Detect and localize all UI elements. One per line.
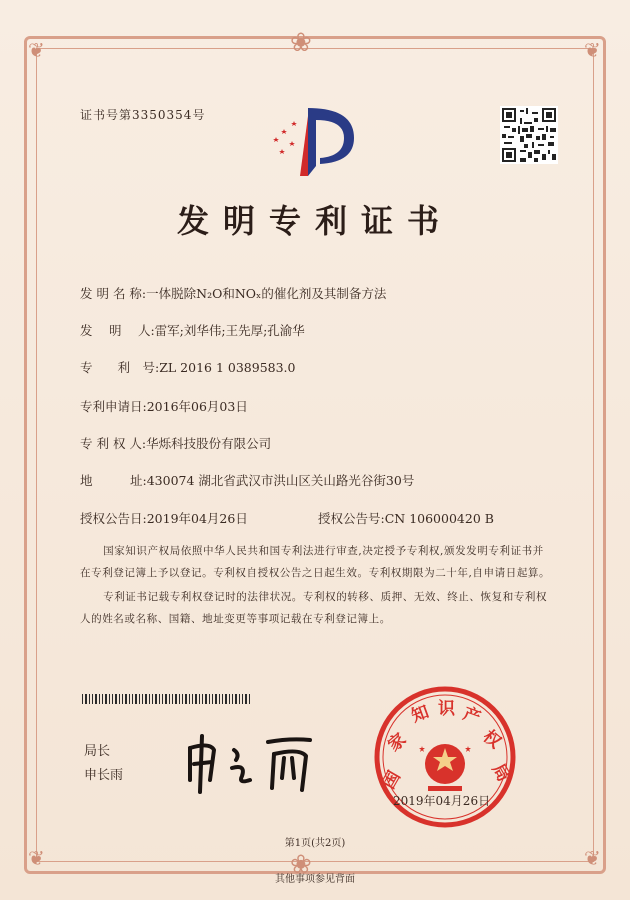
- svg-text:局: 局: [488, 760, 514, 785]
- seal-date: 2019年04月26日: [393, 794, 491, 808]
- field-patent-number: [80, 358, 296, 376]
- certificate-number: 证书号第3350354号: [80, 108, 206, 122]
- field-label: 专 利 号:: [80, 360, 160, 375]
- field-value: 一体脱除N₂O和NOₓ的催化剂及其制备方法: [146, 286, 387, 301]
- field-label: 专 利 权 人:: [80, 436, 147, 451]
- field-grant-date: [80, 509, 248, 527]
- bottom-ornament-icon: ❀: [290, 850, 312, 880]
- svg-text:权: 权: [479, 726, 505, 752]
- corner-ornament-icon: ❦: [584, 38, 601, 62]
- field-patentee: [80, 434, 271, 452]
- field-value: CN 106000420 B: [384, 511, 494, 526]
- field-label: 授权公告日:: [80, 511, 147, 526]
- corner-ornament-icon: ❦: [28, 846, 45, 870]
- field-value: 华烁科技股份有限公司: [146, 436, 272, 451]
- svg-text:识: 识: [438, 699, 455, 718]
- top-ornament-icon: ❀: [290, 28, 312, 58]
- cnipa-logo-icon: [270, 96, 360, 186]
- handwritten-signature-icon: [180, 728, 330, 798]
- corner-ornament-icon: ❦: [28, 38, 45, 62]
- corner-ornament-icon: ❦: [584, 846, 601, 870]
- signatory-name: 申长雨: [84, 768, 124, 783]
- field-label: 发 明 名 称:: [80, 286, 147, 301]
- field-label: 发 明 人:: [80, 323, 155, 338]
- field-address: [80, 471, 414, 489]
- field-value: 430074 湖北省武汉市洪山区关山路光谷街30号: [146, 473, 415, 488]
- field-value: 2016年06月03日: [146, 399, 248, 414]
- paragraph-legal-status: 专利证书记载专利权登记时的法律状况。专利权的转移、质押、无效、终止、恢复和专利权人的姓名或名称、国籍、地址变更等事项记载在专利登记簿上。: [80, 591, 548, 625]
- field-label: 地 址:: [80, 473, 147, 488]
- field-value: 2019年04月26日: [146, 511, 248, 526]
- svg-text:国: 国: [379, 767, 404, 792]
- field-value: 雷军;刘华伟;王先厚;孔渝华: [154, 323, 305, 338]
- svg-text:知: 知: [408, 702, 432, 726]
- paragraph-grant: 国家知识产权局依照中华人民共和国专利法进行审查,决定授予专利权,颁发发明专利证书并在专利登记簿上予以登记。专利权自授权公告之日起生效。专利权期限为二十年,自申请日起算。: [80, 545, 551, 579]
- qr-code-icon: [500, 106, 558, 164]
- field-inventors: [80, 321, 305, 339]
- field-invention-name: [80, 284, 386, 302]
- field-value: ZL 2016 1 0389583.0: [159, 360, 296, 375]
- certificate-title: 发明专利证书: [176, 202, 453, 240]
- page-number: 第1页(共2页): [284, 838, 346, 849]
- footnote: 其他事项参见背面: [275, 874, 355, 885]
- field-label: 授权公告号:: [318, 511, 385, 526]
- barcode-icon: [82, 694, 252, 704]
- svg-text:家: 家: [384, 729, 410, 756]
- field-label: 专利申请日:: [80, 399, 147, 414]
- field-announcement-number: [318, 509, 494, 527]
- official-seal-icon: [370, 682, 520, 832]
- svg-text:产: 产: [460, 703, 484, 728]
- field-application-date: [80, 397, 248, 415]
- signatory-title: 局长: [84, 744, 111, 759]
